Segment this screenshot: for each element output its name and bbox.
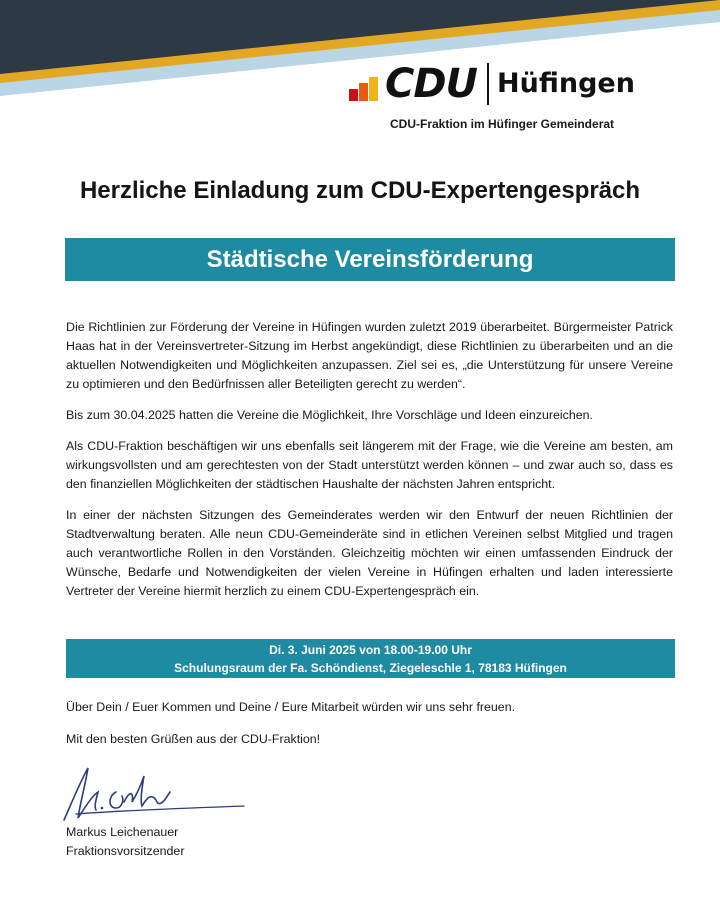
- signature-block: [66, 823, 184, 861]
- page-title: Herzliche Einladung zum CDU-Expertengespräch: [79, 177, 641, 204]
- letter-body: [66, 318, 673, 613]
- logo-place-text: Hüfingen: [497, 68, 635, 99]
- closing-line: Über Dein / Euer Kommen und Deine / Eure Mitarbeit würden wir uns sehr freuen.: [66, 700, 516, 714]
- logo-bars-icon: [349, 67, 379, 101]
- event-info-banner: [66, 639, 675, 678]
- event-date: Di. 3. Juni 2025 von 18.00-19.00 Uhr: [269, 643, 472, 657]
- topic-banner: [65, 238, 675, 281]
- signer-role: Fraktionsvorsitzender: [66, 844, 185, 858]
- handwritten-signature: [58, 762, 248, 824]
- logo-separator: [487, 63, 489, 105]
- greeting: Mit den besten Grüßen aus der CDU-Fraktion!: [66, 732, 321, 746]
- paragraph: Als CDU-Fraktion beschäftigen wir uns ebenfalls seit längerem mit der Frage, wie die Vereine am besten, am wirkungsvollsten und am gerechtesten von der Stadt unterstützt werden können – und zwar auch so, dass es den finanziellen Möglichkeiten der städtischen Haushalte der nächsten Jahren entspricht.: [66, 439, 673, 491]
- logo-brand-text: CDU: [385, 61, 478, 107]
- paragraph: Die Richtlinien zur Förderung der Vereine in Hüfingen wurden zuletzt 2019 überarbeitet. Bürgermeister Patrick Haas hat in der Vereinsvertreter-Sitzung im Herbst angekündigt, diese Richtlinien zu überarbeiten und an die aktuellen Notwendigkeiten und Möglichkeiten anzupassen. Ziel sei es, „die Unterstützung für unsere Vereine zu optimieren und den Bedürfnissen aller Beteiligten gerecht zu werden“.: [66, 320, 673, 391]
- cdu-logo: [349, 62, 635, 106]
- signer-name: Markus Leichenauer: [66, 825, 179, 839]
- paragraph: In einer der nächsten Sitzungen des Gemeinderates werden wir den Entwurf der neuen Richtlinien der Stadtverwaltung beraten. Alle neun CDU-Gemeinderäte sind in etlichen Vereinen selbst Mitglied und tragen auch verantwortliche Rollen in den Vorständen. Gleichzeitig möchten wir einen umfassenden Eindruck der Wünsche, Bedarfe und Notwendigkeiten der vielen Vereine in Hüfingen erhalten und laden interessierte Vertreter der Vereine hiermit herzlich zu einem CDU-Expertengespräch ein.: [66, 508, 673, 598]
- event-location: Schulungsraum der Fa. Schöndienst, Ziegeleschle 1, 78183 Hüfingen: [174, 661, 567, 675]
- paragraph: Bis zum 30.04.2025 hatten die Vereine die Möglichkeit, Ihre Vorschläge und Ideen einzureichen.: [66, 408, 593, 422]
- header-subtitle: CDU-Fraktion im Hüfinger Gemeinderat: [390, 117, 615, 131]
- topic-title: Städtische Vereinsförderung: [206, 245, 534, 273]
